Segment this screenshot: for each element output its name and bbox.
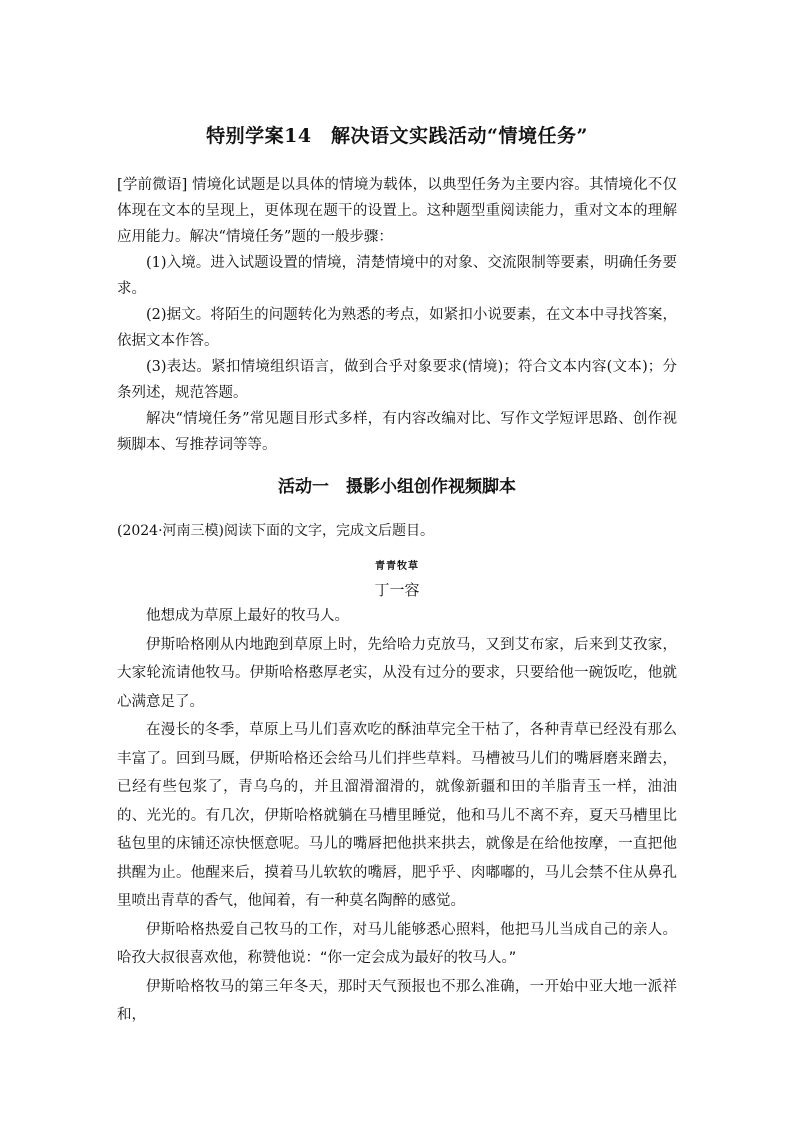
step-3: (3)表达。紧扣情境组织语言，做到合乎对象要求(情境)；符合文本内容(文本)；分条列述，规范答题。 [117,359,677,401]
story-body [117,602,677,1030]
page-title: 特别学案14 解决语文实践活动“情境任务” [206,125,588,147]
story-paragraph: 他想成为草原上最好的牧马人。 [146,608,349,624]
step-2: (2)据文。将陌生的问题转化为熟悉的考点，如紧扣小说要素，在文本中寻找答案，依据文本作答。 [117,307,677,349]
intro-lead-text: 情境化试题是以具体的情境为载体，以典型任务为主要内容。其情境化不仅体现在文本的呈现上，更体现在题干的设置上。这种题型重阅读能力，重对文本的理解应用能力。解决“情境任务”题的一般步骤： [117,177,677,245]
story-paragraph: 伊斯哈格刚从内地跑到草原上时，先给哈力克放马，又到艾布家，后来到艾孜家，大家轮流请他牧马。伊斯哈格憨厚老实，从没有过分的要求，只要给他一碗饭吃，他就心满意足了。 [117,636,677,710]
intro-lead-paragraph [117,172,677,250]
story-paragraph: 在漫长的冬季，草原上马儿们喜欢吃的酥油草完全干枯了，各种青草已经没有那么丰富了。回到马厩，伊斯哈格还会给马儿们拌些草料。马槽被马儿们的嘴唇磨来蹭去，已经有些包浆了，青乌乌的，并且溜滑溜滑的，就像新疆和田的羊脂青玉一样，油油的、光光的。有几次，伊斯哈格就躺在马槽里睡觉，他和马儿不离不弃，夏天马槽里比毡包里的床铺还凉快惬意呢。马儿的嘴唇把他拱来拱去，就像是在给他按摩，一直把他拱醒为止。他醒来后，摸着马儿软软的嘴唇，肥乎乎、肉嘟嘟的，马儿会禁不住从鼻孔里喷出青草的香气，他闻着，有一种莫名陶醉的感觉。 [117,722,677,909]
intro-tag: [学前微语] [117,177,188,193]
story-paragraph: 伊斯哈格热爱自己牧马的工作，对马儿能够悉心照料，他把马儿当成自己的亲人。哈孜大叔很喜欢他，称赞他说：“你一定会成为最好的牧马人。” [117,921,677,966]
intro-section [117,172,677,458]
intro-closing: 解决“情境任务”常见题目形式多样，有内容改编对比、写作文学短评思路、创作视频脚本、写推荐词等等。 [117,411,677,453]
story-author: 丁一容 [374,581,420,599]
story-title: 青青牧草 [375,561,419,572]
step-1: (1)入境。进入试题设置的情境，清楚情境中的对象、交流限制等要素，明确任务要求。 [117,255,677,297]
section-title: 活动一 摄影小组创作视频脚本 [278,477,516,497]
source-line: (2024·河南三模)阅读下面的文字，完成文后题目。 [117,523,435,539]
story-paragraph: 伊斯哈格牧马的第三年冬天，那时天气预报也不那么准确，一开始中亚大地一派祥和， [117,978,677,1023]
